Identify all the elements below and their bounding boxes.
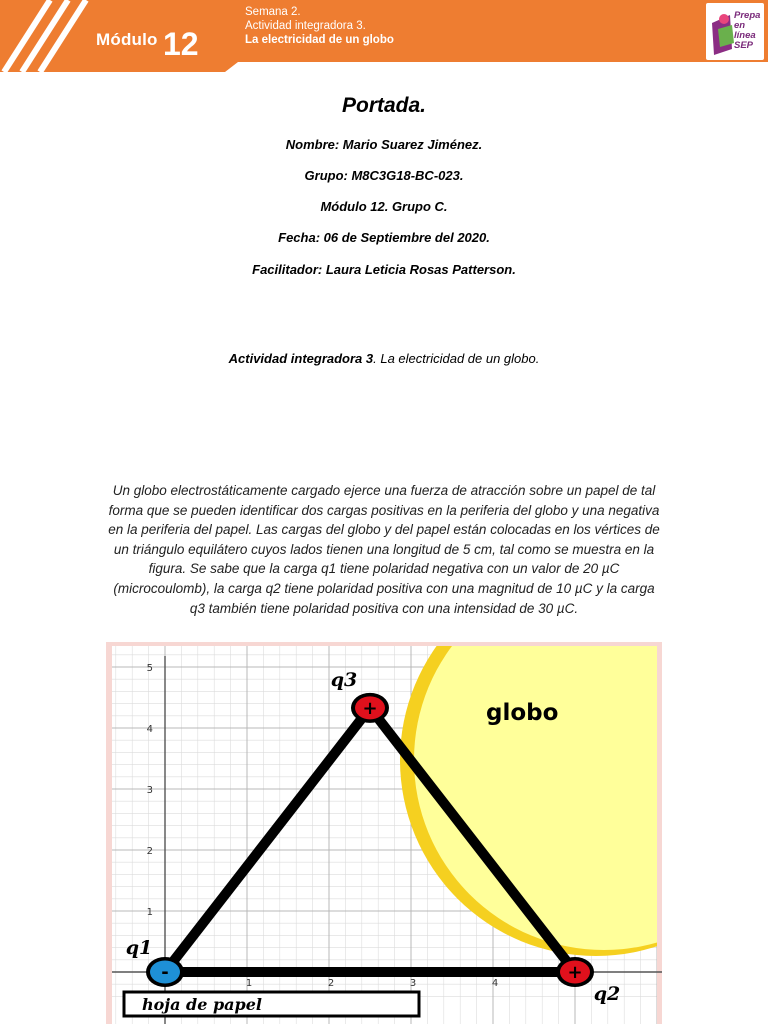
date-line: Fecha: 06 de Septiembre del 2020. [278,230,490,245]
logo-text: Prepa en línea SEP [734,10,761,51]
activity-line: Actividad integradora 3. [245,20,366,32]
figure-svg [106,642,662,1024]
y-tick-label: 3 [146,785,153,796]
x-tick-label: 4 [491,978,499,989]
activity-title: La electricidad de un globo [245,34,394,46]
charges-figure [106,642,662,1024]
activity-rest: . La electricidad de un globo. [373,351,540,366]
y-tick-label: 4 [146,724,153,735]
week-info [245,5,394,47]
x-tick-label: 2 [327,978,335,989]
charge-q2-label: q2 [593,983,621,1005]
student-name: Nombre: Mario Suarez Jiménez. [285,137,483,152]
module-line: Módulo 12. Grupo C. [320,199,448,214]
charge-q1-sign: - [161,962,169,983]
y-tick-label: 2 [146,846,153,857]
y-tick-label: 1 [146,907,153,918]
globe-label: globo [486,700,559,726]
header-banner [0,0,768,72]
y-tick-label: 5 [146,663,153,674]
facilitator-line: Facilitador: Laura Leticia Rosas Patterson. [252,262,516,277]
group-line: Grupo: M8C3G18-BC-023. [304,168,464,183]
charge-q3-label: q3 [330,668,358,691]
week-text: Semana 2. [245,6,301,18]
prepa-logo [706,3,764,60]
module-label: Módulo [96,30,158,49]
charge-q1-label: q1 [125,937,153,959]
page-title: Portada. [341,94,427,117]
activity-heading [0,351,768,366]
module-number: 12 [163,26,199,62]
charge-q2-sign: + [567,962,583,983]
problem-statement: Un globo electrostáticamente cargado ejerce una fuerza de atracción sobre un papel de tal forma que se pueden identificar dos cargas positivas en la periferia del globo y una negativa en la periferia del papel. Las cargas del globo y del papel están colocadas en los vértices de un triángulo equilátero cuyos lados tienen una longitud de 5 cm, tal como se muestra en la figura. Se sabe que la carga q1 tiene polaridad negativa con un valor de 20 µC (microcoulomb), la carga q2 tiene polaridad positiva con una magnitud de 10 µC y la carga q3 también tiene polaridad positiva con una intensidad de 30 µC. [108,483,660,616]
x-tick-label: 1 [245,978,253,989]
x-tick-label: 3 [409,978,417,989]
charge-q3-sign: + [362,697,378,719]
activity-bold: Actividad integradora 3 [228,351,374,366]
paper-label: hoja de papel [142,995,262,1014]
